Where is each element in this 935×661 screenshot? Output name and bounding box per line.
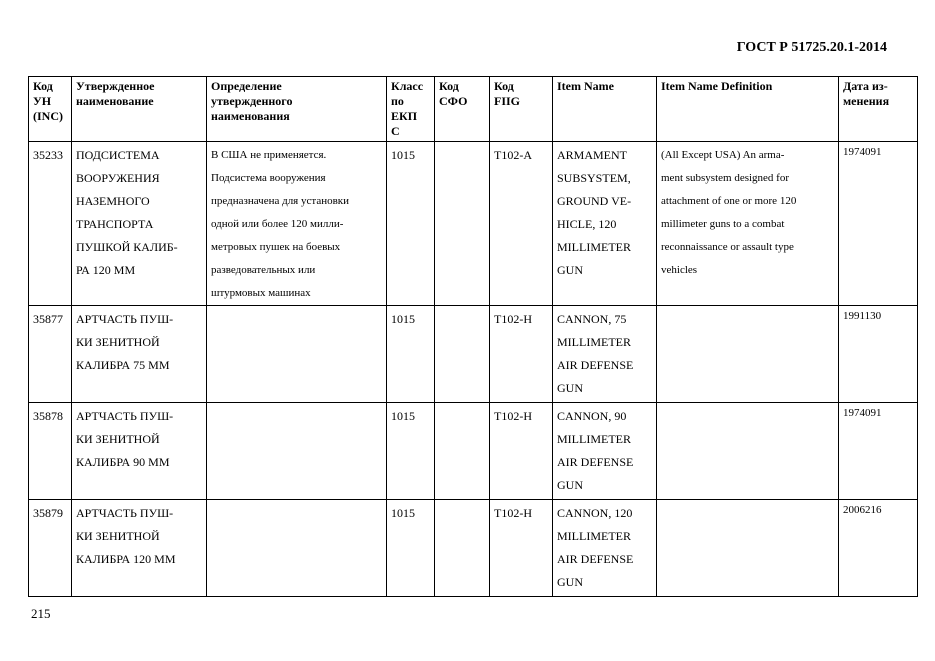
header-sfo: Код СФО	[435, 77, 490, 142]
cell-fiig: T102-A	[490, 142, 553, 306]
cell-item-name-definition: (All Except USA) An arma- ment subsystem designed for attachment of one or more 120 millimeter guns to a combat reconnaissance or assault type vehicles	[657, 142, 839, 306]
cell-item-name-definition	[657, 500, 839, 597]
cell-approved-name: АРТЧАСТЬ ПУШ- КИ ЗЕНИТНОЙ КАЛИБРА 120 ММ	[72, 500, 207, 597]
cell-inc: 35233	[29, 142, 72, 306]
header-class: Класс по ЕКП С	[387, 77, 435, 142]
cell-item-name: CANNON, 75 MILLIMETER AIR DEFENSE GUN	[553, 306, 657, 403]
page-number: 215	[31, 606, 51, 621]
cell-approved-name: АРТЧАСТЬ ПУШ- КИ ЗЕНИТНОЙ КАЛИБРА 90 ММ	[72, 403, 207, 500]
cell-inc: 35878	[29, 403, 72, 500]
table-row	[29, 142, 918, 306]
header-fiig: Код FIIG	[490, 77, 553, 142]
cell-sfo	[435, 142, 490, 306]
cell-fiig: T102-H	[490, 500, 553, 597]
document-title: ГОСТ Р 51725.20.1-2014	[736, 40, 887, 55]
cell-inc: 35879	[29, 500, 72, 597]
cell-definition	[207, 403, 387, 500]
cell-class: 1015	[387, 500, 435, 597]
cell-approved-name: АРТЧАСТЬ ПУШ- КИ ЗЕНИТНОЙ КАЛИБРА 75 ММ	[72, 306, 207, 403]
cell-fiig: T102-H	[490, 306, 553, 403]
cell-change-date: 1974091	[839, 142, 918, 306]
table-row	[29, 403, 918, 500]
table-header-row	[29, 77, 918, 142]
cell-definition: В США не применяется. Подсистема вооружения предназначена для установки одной или более 120 милли- метровых пушек на боевых разведовательных или штурмовых машинах	[207, 142, 387, 306]
header-change-date: Дата из- менения	[839, 77, 918, 142]
cell-inc: 35877	[29, 306, 72, 403]
cell-definition	[207, 306, 387, 403]
cell-class: 1015	[387, 306, 435, 403]
header-approved-name: Утвержденное наименование	[72, 77, 207, 142]
header-item-name-definition: Item Name Definition	[657, 77, 839, 142]
cell-class: 1015	[387, 142, 435, 306]
cell-approved-name: ПОДСИСТЕМА ВООРУЖЕНИЯ НАЗЕМНОГО ТРАНСПОРТА ПУШКОЙ КАЛИБ- РА 120 ММ	[72, 142, 207, 306]
cell-sfo	[435, 500, 490, 597]
cell-item-name: CANNON, 120 MILLIMETER AIR DEFENSE GUN	[553, 500, 657, 597]
cell-item-name-definition	[657, 306, 839, 403]
cell-change-date: 1991130	[839, 306, 918, 403]
header-inc: Код УН (INC)	[29, 77, 72, 142]
cell-sfo	[435, 403, 490, 500]
header-definition: Определение утвержденного наименования	[207, 77, 387, 142]
cell-item-name-definition	[657, 403, 839, 500]
item-name-table	[28, 76, 918, 597]
cell-change-date: 2006216	[839, 500, 918, 597]
table-row	[29, 306, 918, 403]
cell-class: 1015	[387, 403, 435, 500]
cell-item-name: ARMAMENT SUBSYSTEM, GROUND VE- HICLE, 120 MILLIMETER GUN	[553, 142, 657, 306]
cell-definition	[207, 500, 387, 597]
cell-item-name: CANNON, 90 MILLIMETER AIR DEFENSE GUN	[553, 403, 657, 500]
cell-sfo	[435, 306, 490, 403]
cell-change-date: 1974091	[839, 403, 918, 500]
cell-fiig: T102-H	[490, 403, 553, 500]
table-row	[29, 500, 918, 597]
header-item-name: Item Name	[553, 77, 657, 142]
